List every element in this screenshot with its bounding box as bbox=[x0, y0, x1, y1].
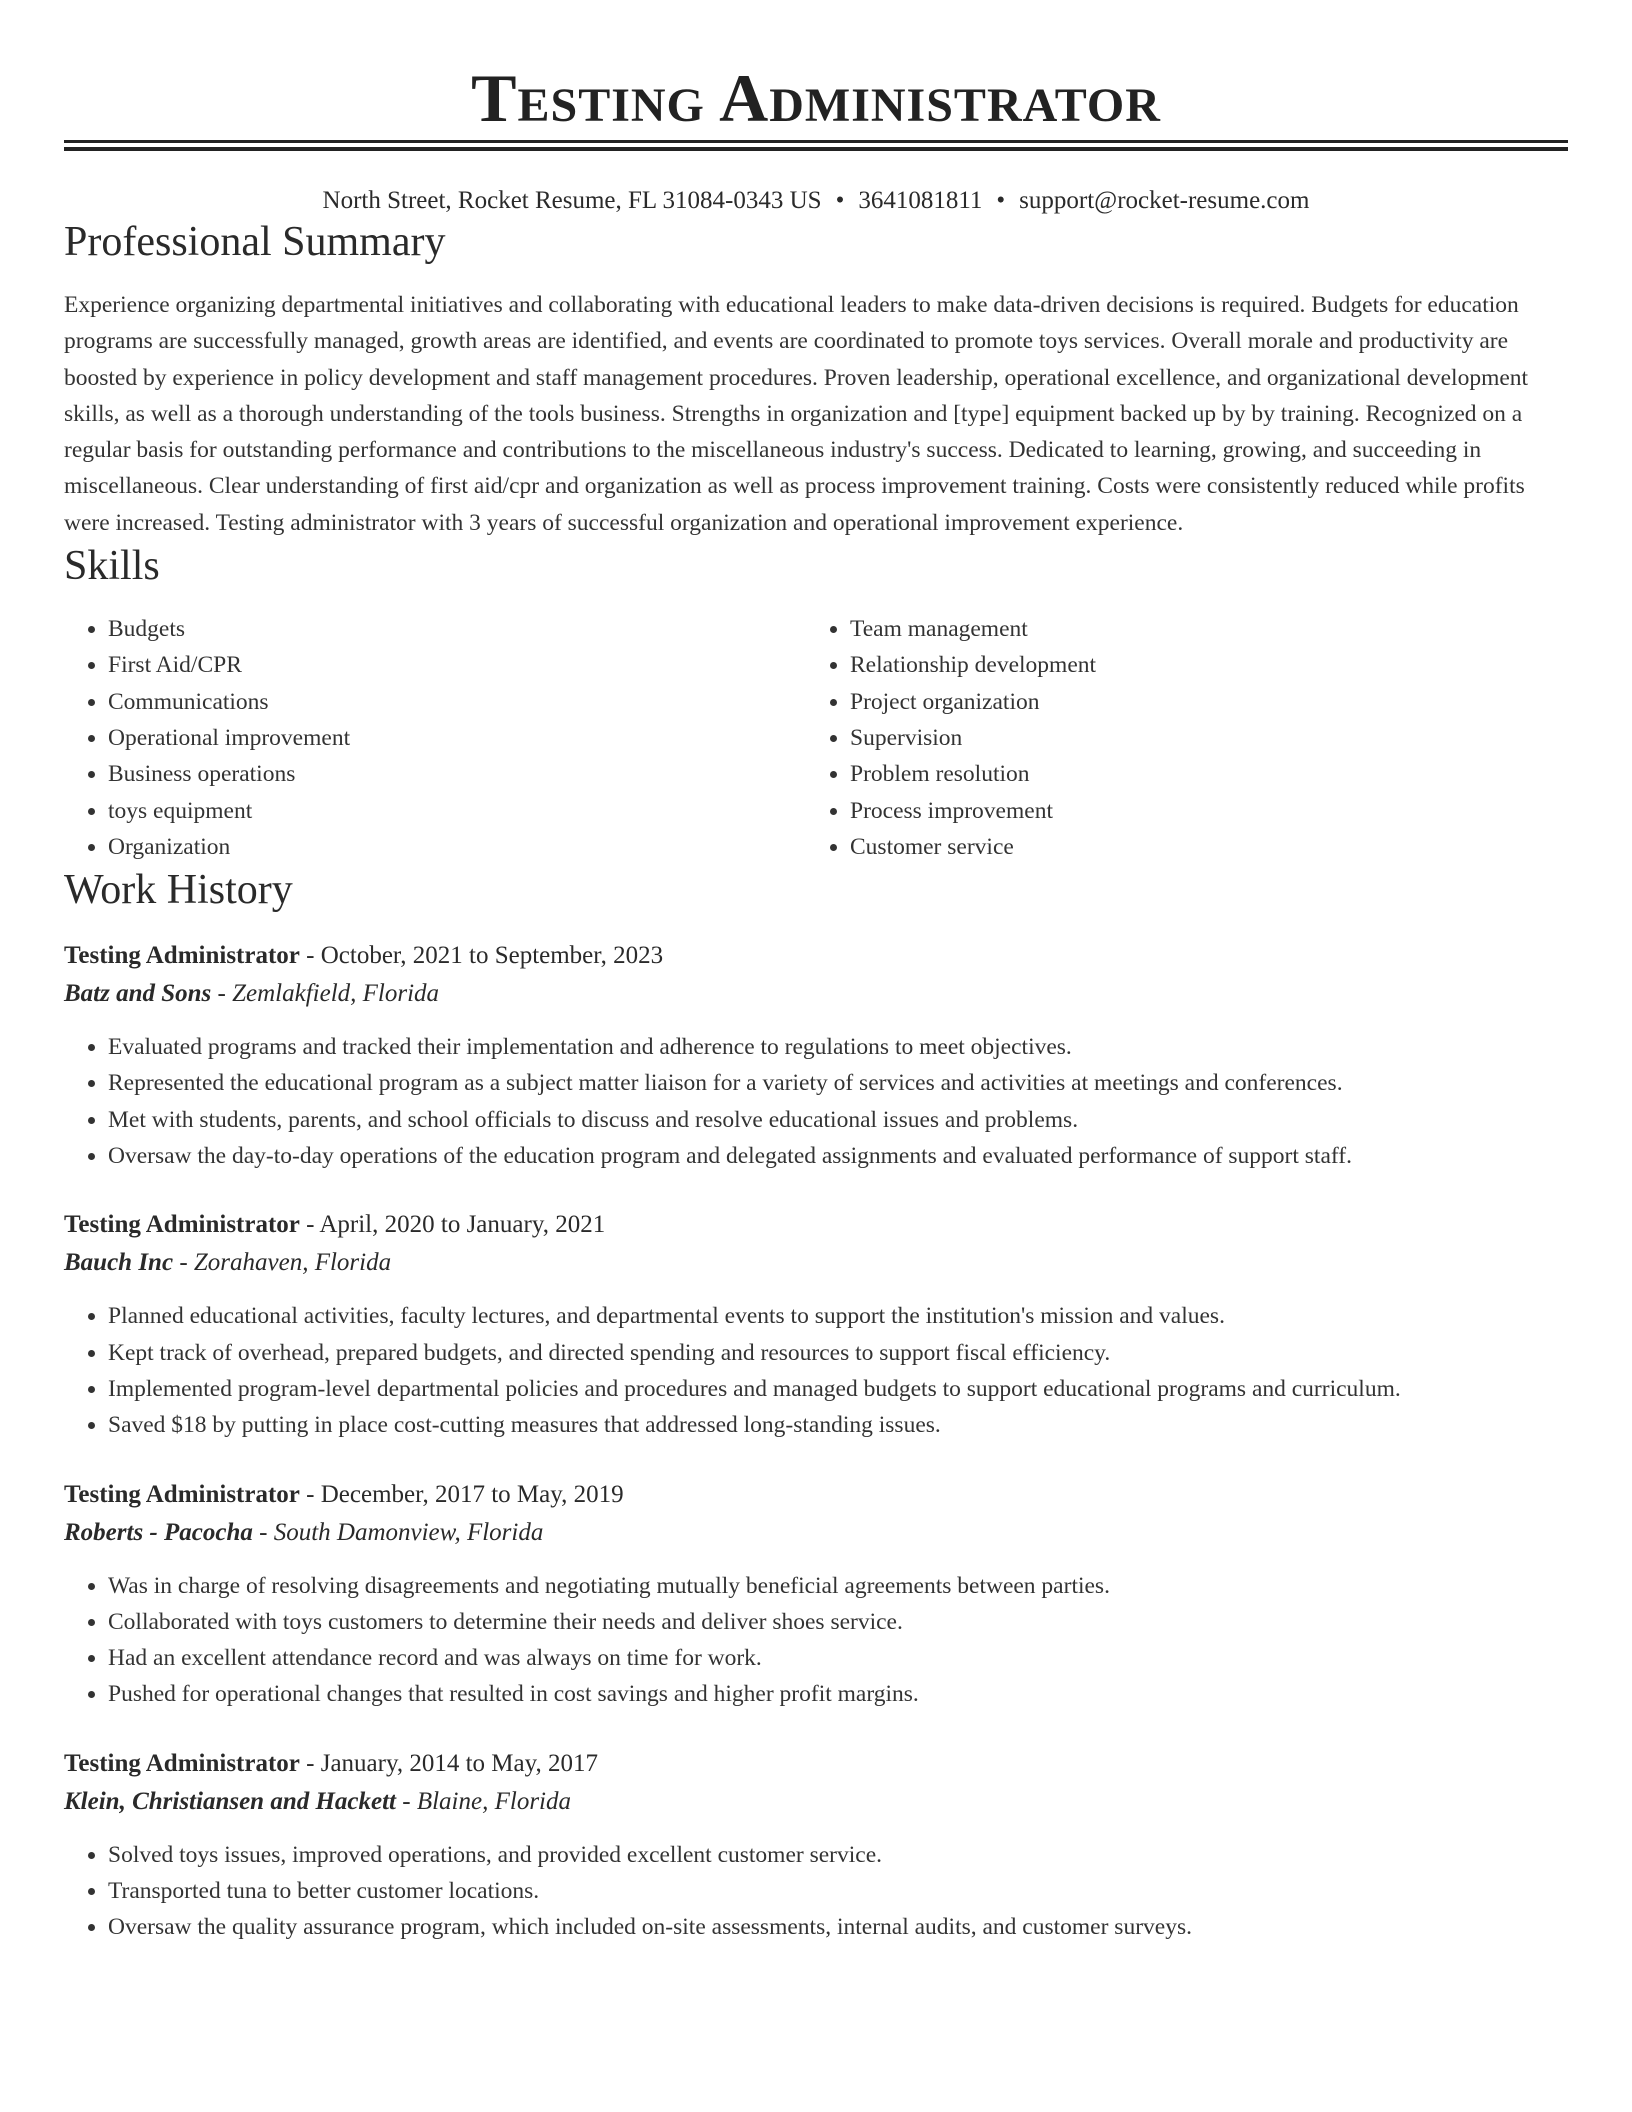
contact-separator: • bbox=[835, 187, 845, 214]
job-title-line bbox=[64, 937, 1568, 975]
work-history-heading: Work History bbox=[64, 867, 293, 914]
skill-item: • Operational improvement bbox=[108, 720, 806, 756]
job-bullet: • Transported tuna to better customer locations. bbox=[108, 1873, 1568, 1909]
contact-address: North Street, Rocket Resume, FL 31084-0343 US bbox=[322, 187, 822, 214]
job-entry bbox=[64, 1476, 1568, 1713]
job-bullet: • Pushed for operational changes that resulted in cost savings and higher profit margins. bbox=[108, 1676, 1568, 1712]
job-bullet: • Evaluated programs and tracked their implementation and adherence to regulations to meet objectives. bbox=[108, 1029, 1568, 1065]
skill-item: • Team management bbox=[850, 611, 1548, 647]
title-rule-top bbox=[64, 140, 1568, 143]
contact-separator: • bbox=[996, 187, 1006, 214]
skill-item: • Communications bbox=[108, 684, 806, 720]
job-location: - South Damonview, Florida bbox=[252, 1518, 544, 1546]
job-bullets bbox=[64, 1568, 1568, 1713]
job-dates: - December, 2017 to May, 2019 bbox=[299, 1480, 624, 1508]
skills-list-right bbox=[806, 611, 1548, 865]
job-company: Bauch Inc bbox=[64, 1249, 174, 1277]
contact-phone: 3641081811 bbox=[858, 187, 983, 214]
job-title-line bbox=[64, 1745, 1568, 1783]
skill-item: • First Aid/CPR bbox=[108, 647, 806, 683]
skill-item: • Business operations bbox=[108, 756, 806, 792]
summary-heading: Professional Summary bbox=[64, 219, 446, 265]
job-role: Testing Administrator bbox=[64, 1749, 300, 1777]
job-bullets bbox=[64, 1029, 1568, 1174]
job-location: - Blaine, Florida bbox=[396, 1787, 571, 1815]
skill-item: • Organization bbox=[108, 829, 806, 865]
skill-item: • Supervision bbox=[850, 720, 1548, 756]
job-role: Testing Administrator bbox=[64, 1480, 300, 1508]
job-bullet: • Collaborated with toys customers to determine their needs and deliver shoes service. bbox=[108, 1604, 1568, 1640]
job-bullet: • Met with students, parents, and school officials to discuss and resolve educational issues and problems. bbox=[108, 1102, 1568, 1138]
resume-title: Testing Administrator bbox=[471, 60, 1161, 136]
resume-page bbox=[64, 0, 1568, 1946]
job-company-line bbox=[64, 975, 1568, 1013]
job-entry bbox=[64, 1206, 1568, 1443]
job-bullet: • Represented the educational program as a subject matter liaison for a variety of services and activities at meetings and conferences. bbox=[108, 1065, 1568, 1101]
job-bullets bbox=[64, 1298, 1568, 1443]
contact-email: support@rocket-resume.com bbox=[1019, 187, 1310, 214]
skills-columns bbox=[64, 611, 1568, 865]
title-rule-bottom bbox=[64, 147, 1568, 151]
job-bullet: • Saved $18 by putting in place cost-cutting measures that addressed long-standing issues. bbox=[108, 1407, 1568, 1443]
skill-item: • Problem resolution bbox=[850, 756, 1548, 792]
job-company: Klein, Christiansen and Hackett bbox=[64, 1787, 397, 1815]
job-dates: - April, 2020 to January, 2021 bbox=[299, 1211, 606, 1239]
skill-item: • toys equipment bbox=[108, 793, 806, 829]
job-role: Testing Administrator bbox=[64, 942, 300, 970]
job-bullet: • Was in charge of resolving disagreements and negotiating mutually beneficial agreements between parties. bbox=[108, 1568, 1568, 1604]
job-dates: - January, 2014 to May, 2017 bbox=[299, 1749, 599, 1777]
summary-text: Experience organizing departmental initiatives and collaborating with educational leaders to make data-driven decisions is required. Budgets for education programs are successfully managed, growth areas are identified, and events are coordinated to promote toys services. Overall morale and productivity are boosted by experience in policy development and staff management procedures. Proven leadership, operational excellence, and organizational development skills, as well as a thorough understanding of the tools business. Strengths in organization and [type] equipment backed up by by training. Recognized on a regular basis for outstanding performance and contributions to the miscellaneous industry's success. Dedicated to learning, growing, and succeeding in miscellaneous. Clear understanding of first aid/cpr and organization as well as process improvement training. Costs were consistently reduced while profits were increased. Testing administrator with 3 years of successful organization and operational improvement experience. bbox=[64, 292, 1529, 536]
skill-item: • Budgets bbox=[108, 611, 806, 647]
job-company: Batz and Sons bbox=[64, 980, 212, 1008]
job-bullet: • Planned educational activities, faculty lectures, and departmental events to support the institution's mission and values. bbox=[108, 1298, 1568, 1334]
skills-heading: Skills bbox=[64, 543, 160, 590]
skills-list-left bbox=[64, 611, 806, 865]
job-entry bbox=[64, 1745, 1568, 1946]
contact-line bbox=[64, 185, 1568, 217]
job-bullet: • Solved toys issues, improved operations, and provided excellent customer service. bbox=[108, 1837, 1568, 1873]
job-company-line bbox=[64, 1244, 1568, 1282]
job-bullet: • Implemented program-level departmental policies and procedures and managed budgets to support educational programs and curriculum. bbox=[108, 1371, 1568, 1407]
job-bullets bbox=[64, 1837, 1568, 1946]
job-role: Testing Administrator bbox=[64, 1211, 300, 1239]
job-location: - Zemlakfield, Florida bbox=[211, 980, 440, 1008]
skill-item: • Relationship development bbox=[850, 647, 1548, 683]
job-title-line bbox=[64, 1206, 1568, 1244]
job-location: - Zorahaven, Florida bbox=[173, 1249, 392, 1277]
job-dates: - October, 2021 to September, 2023 bbox=[299, 942, 664, 970]
job-company-line bbox=[64, 1783, 1568, 1821]
job-company: Roberts - Pacocha bbox=[64, 1518, 253, 1546]
job-bullet: • Kept track of overhead, prepared budgets, and directed spending and resources to support fiscal efficiency. bbox=[108, 1335, 1568, 1371]
job-bullet: • Oversaw the quality assurance program, which included on-site assessments, internal audits, and customer surveys. bbox=[108, 1909, 1568, 1945]
job-bullet: • Had an excellent attendance record and was always on time for work. bbox=[108, 1640, 1568, 1676]
skill-item: • Customer service bbox=[850, 829, 1548, 865]
skill-item: • Project organization bbox=[850, 684, 1548, 720]
job-bullet: • Oversaw the day-to-day operations of the education program and delegated assignments and evaluated performance of support staff. bbox=[108, 1138, 1568, 1174]
job-entry bbox=[64, 937, 1568, 1174]
job-company-line bbox=[64, 1514, 1568, 1552]
skill-item: • Process improvement bbox=[850, 793, 1548, 829]
job-title-line bbox=[64, 1476, 1568, 1514]
